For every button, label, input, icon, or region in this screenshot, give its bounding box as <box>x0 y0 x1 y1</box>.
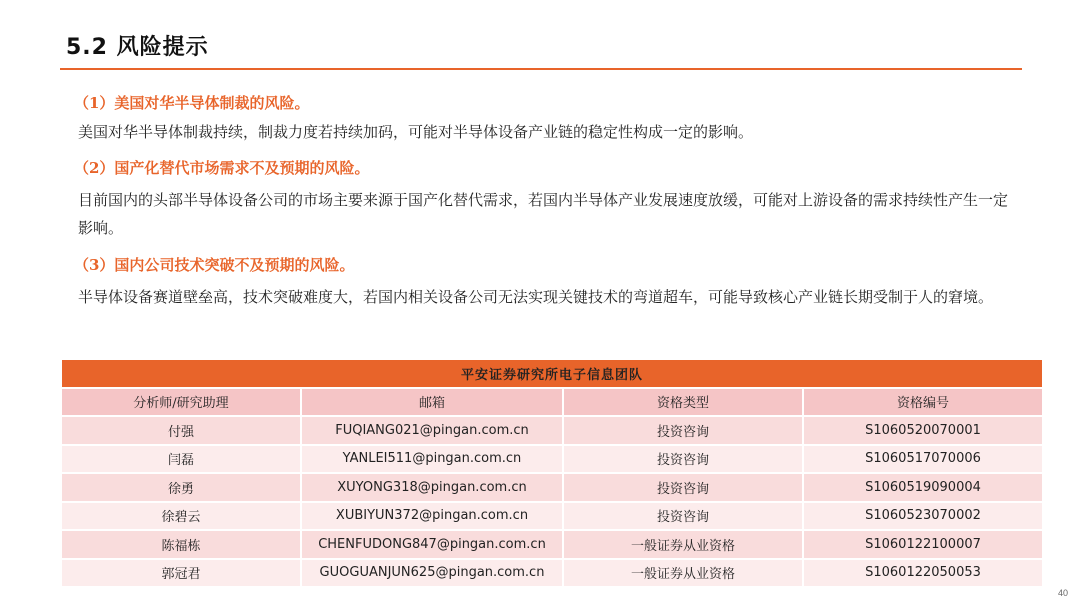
column-header: 资格类型 <box>563 388 803 417</box>
qualification-id: S1060519090004 <box>803 473 1043 502</box>
qualification-id: S1060122050053 <box>803 559 1043 588</box>
qualification-id: S1060520070001 <box>803 416 1043 445</box>
analyst-name: 徐勇 <box>61 473 301 502</box>
analyst-team-table <box>60 358 1044 588</box>
analyst-email: GUOGUANJUN625@pingan.com.cn <box>301 559 563 588</box>
risk-heading-1: （1）美国对华半导体制裁的风险。 <box>74 94 310 112</box>
risk-body-2: 目前国内的头部半导体设备公司的市场主要来源于国产化替代需求，若国内半导体产业发展速度放缓，可能对上游设备的需求持续性产生一定影响。 <box>78 191 1009 237</box>
analyst-name: 陈福栋 <box>61 530 301 559</box>
analyst-name: 付强 <box>61 416 301 445</box>
analyst-email: XUYONG318@pingan.com.cn <box>301 473 563 502</box>
table-row <box>61 559 1043 588</box>
qualification-type: 投资咨询 <box>563 445 803 474</box>
table-row <box>61 416 1043 445</box>
qualification-id: S1060523070002 <box>803 502 1043 531</box>
qualification-id: S1060122100007 <box>803 530 1043 559</box>
analyst-name: 徐碧云 <box>61 502 301 531</box>
table-header-row <box>61 388 1043 417</box>
qualification-type: 一般证券从业资格 <box>563 530 803 559</box>
column-header: 资格编号 <box>803 388 1043 417</box>
analyst-name: 闫磊 <box>61 445 301 474</box>
qualification-type: 投资咨询 <box>563 416 803 445</box>
risk-heading-3: （3）国内公司技术突破不及预期的风险。 <box>74 256 355 274</box>
table-row <box>61 445 1043 474</box>
risk-body-3: 半导体设备赛道壁垒高，技术突破难度大，若国内相关设备公司无法实现关键技术的弯道超车，可能导致核心产业链长期受制于人的窘境。 <box>78 288 994 306</box>
analyst-email: CHENFUDONG847@pingan.com.cn <box>301 530 563 559</box>
analyst-name: 郭冠君 <box>61 559 301 588</box>
column-header: 邮箱 <box>301 388 563 417</box>
column-header: 分析师/研究助理 <box>61 388 301 417</box>
analyst-email: YANLEI511@pingan.com.cn <box>301 445 563 474</box>
qualification-type: 一般证券从业资格 <box>563 559 803 588</box>
title-divider <box>60 68 1022 70</box>
table-row <box>61 473 1043 502</box>
table-banner-row <box>61 359 1043 388</box>
analyst-email: FUQIANG021@pingan.com.cn <box>301 416 563 445</box>
page-title: 5.2 风险提示 <box>66 35 209 60</box>
risk-heading-2: （2）国产化替代市场需求不及预期的风险。 <box>74 159 370 177</box>
analyst-email: XUBIYUN372@pingan.com.cn <box>301 502 563 531</box>
table-banner: 平安证券研究所电子信息团队 <box>61 359 1043 388</box>
risk-body-1: 美国对华半导体制裁持续，制裁力度若持续加码，可能对半导体设备产业链的稳定性构成一定的影响。 <box>78 123 754 141</box>
qualification-type: 投资咨询 <box>563 502 803 531</box>
table-row <box>61 530 1043 559</box>
qualification-type: 投资咨询 <box>563 473 803 502</box>
qualification-id: S1060517070006 <box>803 445 1043 474</box>
page-number: 40 <box>1058 588 1069 598</box>
table-row <box>61 502 1043 531</box>
